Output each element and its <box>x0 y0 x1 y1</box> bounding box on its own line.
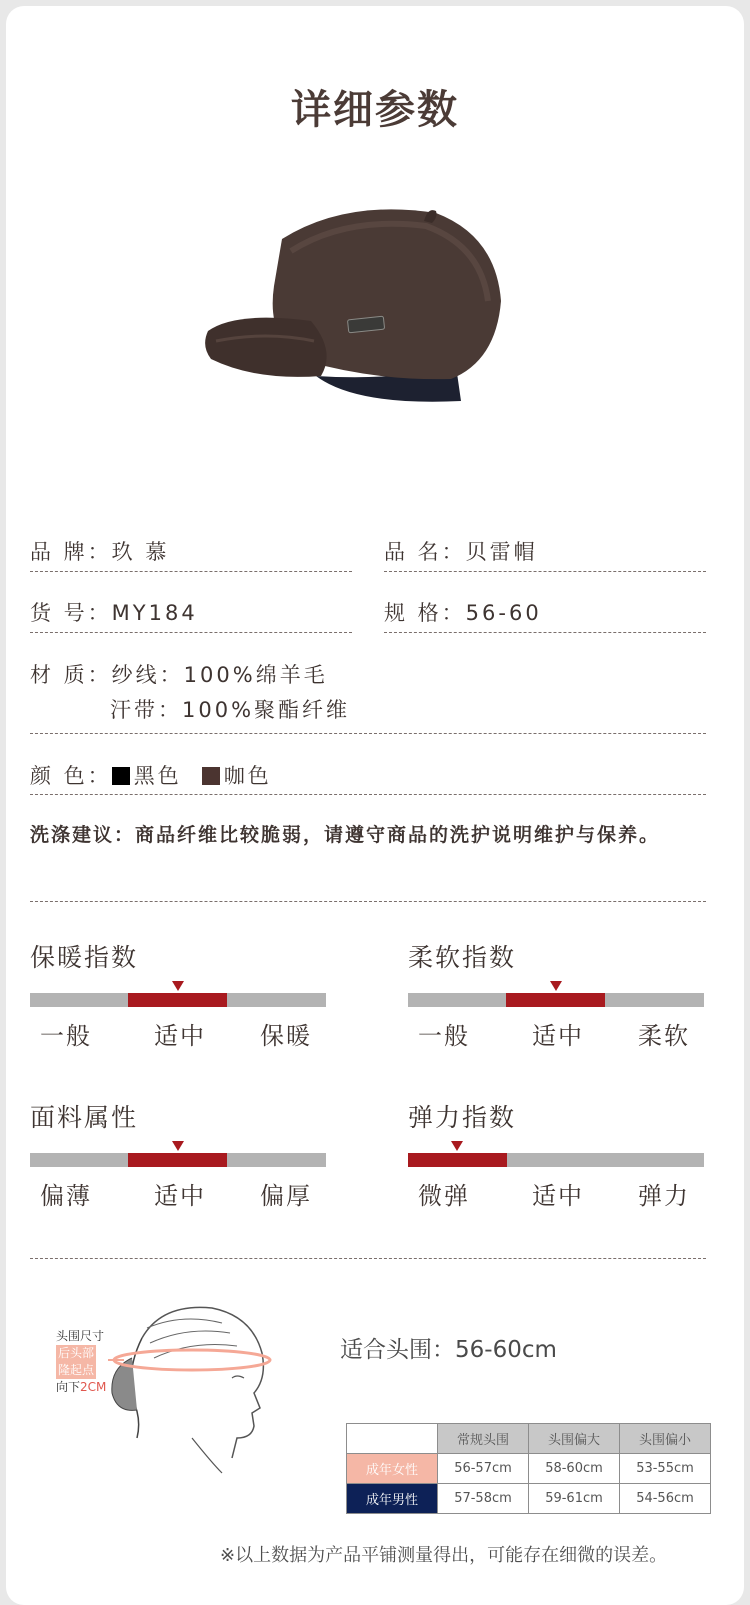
label-2cm: 2CM <box>80 1380 107 1394</box>
color-black: 黑色 <box>133 764 182 788</box>
softness-label-low: 一般 <box>418 1022 470 1050</box>
spec-size: 规 格：56-60 <box>384 601 542 625</box>
table-header: 头围偏小 <box>620 1424 711 1454</box>
row-label-male: 成年男性 <box>347 1484 438 1514</box>
table-row <box>347 1484 711 1514</box>
head-profile-illustration <box>102 1298 272 1478</box>
divider <box>30 733 706 734</box>
warmth-marker-icon <box>172 981 184 991</box>
elasticity-marker-icon <box>451 1141 463 1151</box>
label-bump: 隆起点 <box>58 1363 95 1377</box>
table-row <box>347 1454 711 1484</box>
spec-brand: 品 牌：玖 慕 <box>30 540 170 564</box>
softness-scale-bar <box>408 993 704 1007</box>
spec-color <box>30 760 272 790</box>
care-instructions: 洗涤建议：商品纤维比较脆弱，请遵守商品的洗护说明维护与保养。 <box>30 824 661 846</box>
softness-marker-icon <box>550 981 562 991</box>
divider <box>30 901 706 902</box>
warmth-level <box>128 993 227 1007</box>
fit-head-size: 适合头围：56-60cm <box>340 1337 557 1363</box>
table-header-row <box>347 1424 711 1454</box>
warmth-label-high: 保暖 <box>260 1022 312 1050</box>
size-table <box>346 1423 711 1514</box>
index-title-elasticity: 弹力指数 <box>408 1103 517 1132</box>
label-head-size: 头围尺寸 <box>56 1329 105 1343</box>
label-down: 向下 <box>56 1380 81 1394</box>
softness-label-high: 柔软 <box>638 1022 690 1050</box>
table-header: 头围偏大 <box>529 1424 620 1454</box>
table-cell: 58-60cm <box>529 1454 620 1484</box>
fabric-label-high: 偏厚 <box>260 1182 312 1210</box>
softness-label-mid: 适中 <box>532 1022 584 1050</box>
beret-product-image <box>196 191 526 441</box>
spec-name: 品 名：贝雷帽 <box>384 540 538 564</box>
spec-material-2: 汗带：100%聚酯纤维 <box>110 698 351 722</box>
head-measure-labels <box>56 1328 106 1396</box>
divider <box>384 632 706 633</box>
divider <box>30 571 352 572</box>
index-title-warmth: 保暖指数 <box>30 943 139 972</box>
row-label-female: 成年女性 <box>347 1454 438 1484</box>
fabric-marker-icon <box>172 1141 184 1151</box>
fabric-level <box>128 1153 227 1167</box>
table-header <box>347 1424 438 1454</box>
index-title-softness: 柔软指数 <box>408 943 517 972</box>
spec-material-1: 材 质：纱线：100%绵羊毛 <box>30 663 328 687</box>
elasticity-scale-bar <box>408 1153 704 1167</box>
label-back-head: 后头部 <box>58 1346 95 1360</box>
brown-swatch <box>202 767 220 785</box>
fabric-label-low: 偏薄 <box>40 1182 92 1210</box>
black-swatch <box>112 767 130 785</box>
table-header: 常规头围 <box>438 1424 529 1454</box>
warmth-label-mid: 适中 <box>154 1022 206 1050</box>
color-label: 颜 色： <box>30 764 112 788</box>
table-cell: 53-55cm <box>620 1454 711 1484</box>
divider <box>30 794 706 795</box>
elasticity-label-low: 微弹 <box>418 1182 470 1210</box>
table-cell: 56-57cm <box>438 1454 529 1484</box>
divider <box>30 1258 706 1259</box>
fabric-scale-bar <box>30 1153 326 1167</box>
fabric-label-mid: 适中 <box>154 1182 206 1210</box>
divider <box>30 632 352 633</box>
index-title-fabric: 面料属性 <box>30 1103 139 1132</box>
color-brown: 咖色 <box>223 764 272 788</box>
warmth-label-low: 一般 <box>40 1022 92 1050</box>
softness-level <box>506 993 605 1007</box>
elasticity-level <box>408 1153 507 1167</box>
elasticity-label-mid: 适中 <box>532 1182 584 1210</box>
elasticity-label-high: 弹力 <box>638 1182 690 1210</box>
warmth-scale-bar <box>30 993 326 1007</box>
detail-card <box>6 6 744 1605</box>
page-title: 详细参数 <box>291 87 459 133</box>
spec-item-no: 货 号：MY184 <box>30 601 198 625</box>
table-cell: 54-56cm <box>620 1484 711 1514</box>
divider <box>384 571 706 572</box>
table-cell: 57-58cm <box>438 1484 529 1514</box>
table-cell: 59-61cm <box>529 1484 620 1514</box>
measurement-note: ※以上数据为产品平铺测量得出，可能存在细微的误差。 <box>220 1545 668 1566</box>
